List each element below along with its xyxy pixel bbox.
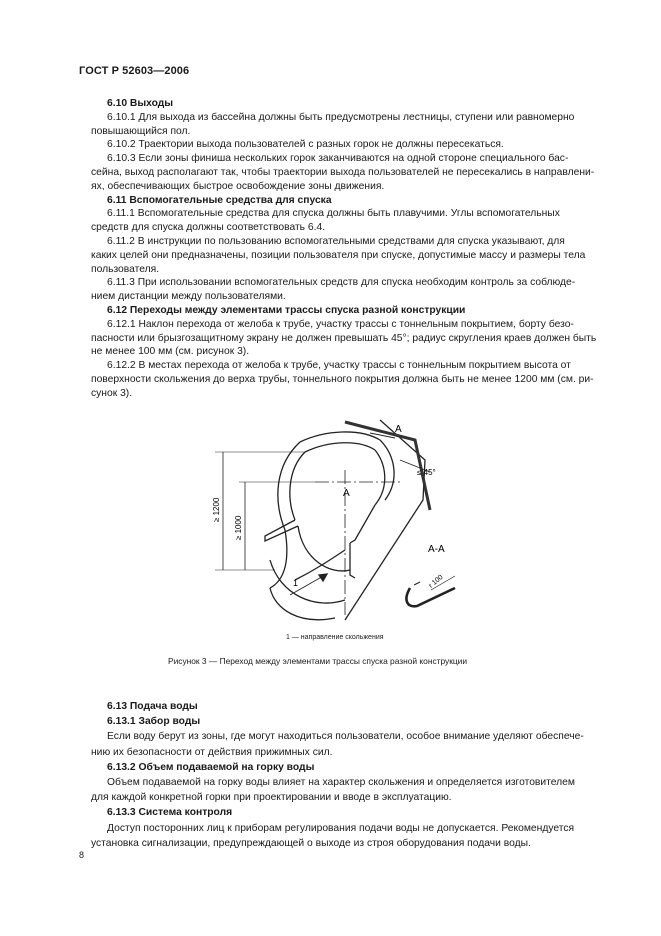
paragraph-line: нию их безопасности от действия прижимных сил. (91, 746, 333, 758)
section-heading: 6.13 Подача воды (107, 701, 198, 712)
paragraph-line: Если воду берут из зоны, где могут находиться пользователи, особое внимание уделяют обеспече- (107, 731, 584, 743)
paragraph-line: 6.11.3 При использовании вспомогательных средств для спуска необходим контроль за соблюде- (107, 277, 576, 289)
document-header: ГОСТ Р 52603—2006 (79, 65, 190, 77)
paragraph-line: сунок 3). (91, 387, 133, 399)
paragraph-line: нием дистанции между пользователями. (91, 291, 286, 303)
section-heading: 6.11 Вспомогательные средства для спуска (107, 194, 332, 206)
paragraph-line: 6.10.1 Для выхода из бассейна должны быть предусмотрены лестницы, ступени или равномерно (107, 111, 575, 123)
channel-left-flange (265, 520, 298, 541)
label-a-mid: A (343, 488, 350, 499)
paragraph-line: поверхности скольжения до верха трубы, тоннельного покрытия должна быть не менее 1200 мм (см. ри- (91, 374, 594, 385)
page-number: 8 (79, 850, 85, 860)
tube-top-arc (300, 432, 380, 442)
paragraph-line: 6.11.2 В инструкции по пользованию вспомогательными средствами для спуска указывают, для (107, 236, 565, 247)
section-heading: 6.10 Выходы (107, 98, 174, 109)
section-heading: 6.13.3 Система контроля (107, 807, 233, 819)
paragraph-line: 6.10.2 Траектории выхода пользователей с разных горок не должны пересекаться. (107, 139, 504, 151)
label-angle: ≤ 45° (417, 468, 436, 477)
label-a-top: A (395, 424, 402, 435)
paragraph-line: Доступ посторонних лиц к приборам регулирования подачи воды не допускается. Рекомендуется (107, 822, 575, 834)
paragraph-line: сейна, выход располагают так, чтобы траектории выхода пользователей не пересекались в направлени- (91, 167, 595, 178)
label-height-1200: ≥ 1200 (212, 497, 221, 522)
paragraph-line: повышающийся пол. (91, 125, 191, 137)
paragraph-line: Объем подаваемой на горку воды влияет на характер скольжения и определяется изготовителем (107, 777, 575, 788)
paragraph-line: ях, обеспечивающих быстрое освобождение зоны движения. (91, 180, 385, 192)
label-height-1000: ≥ 1000 (234, 515, 243, 540)
paragraph-line: 6.12.1 Наклон перехода от желоба к трубе, участку трассы с тоннельным покрытием, борту безо- (107, 318, 574, 330)
paragraph-line: установка сигнализации, предупреждающей о выходе из строя оборудования подачи воды. (91, 837, 531, 849)
transition-diagram (195, 410, 515, 635)
paragraph-line: пасности или брызгозащитному экрану не должен превышать 45°; радиус скругления краев должен быть (91, 332, 597, 344)
paragraph-line: средств для спуска должны соответствовать 6.4. (91, 222, 326, 234)
section-heading: 6.13.1 Забор воды (107, 716, 201, 728)
paragraph-line: 6.10.3 Если зоны финиша нескольких горок заканчиваются на одной стороне специального бас- (107, 153, 569, 165)
label-radius: r 100 (427, 573, 445, 590)
paragraph-line: каких целей они предназначены, позиции пользователя при спуске, допустимые массу и размеры тела (91, 249, 586, 261)
tube-left-arc (278, 442, 300, 530)
paragraph-line: не менее 100 мм (см. рисунок 3). (91, 346, 250, 358)
label-direction-1: 1 (293, 578, 299, 588)
tube-right-edge (345, 420, 425, 620)
paragraph-line: 6.12.2 В местах перехода от желоба к трубе, участку трассы с тоннельным покрытием высота от (107, 360, 571, 372)
label-section-a-a: A-A (428, 544, 445, 555)
paragraph-line: пользователя. (91, 263, 160, 275)
section-heading: 6.13.2 Объем подаваемой на горку воды (107, 761, 315, 773)
paragraph-line: для каждой конкретной горки при проектировании и вводе в эксплуатацию. (91, 792, 452, 804)
figure-caption: Рисунок 3 — Переход между элементами трассы спуска разной конструкции (168, 656, 468, 666)
figure-3-transition-drawing (195, 410, 515, 635)
figure-legend: 1 — направление скольжения (286, 634, 384, 641)
paragraph-line: 6.11.1 Вспомогательные средства для спуска должны быть плавучими. Углы вспомогательных (107, 208, 560, 220)
section-heading: 6.12 Переходы между элементами трассы спуска разной конструкции (107, 305, 466, 316)
